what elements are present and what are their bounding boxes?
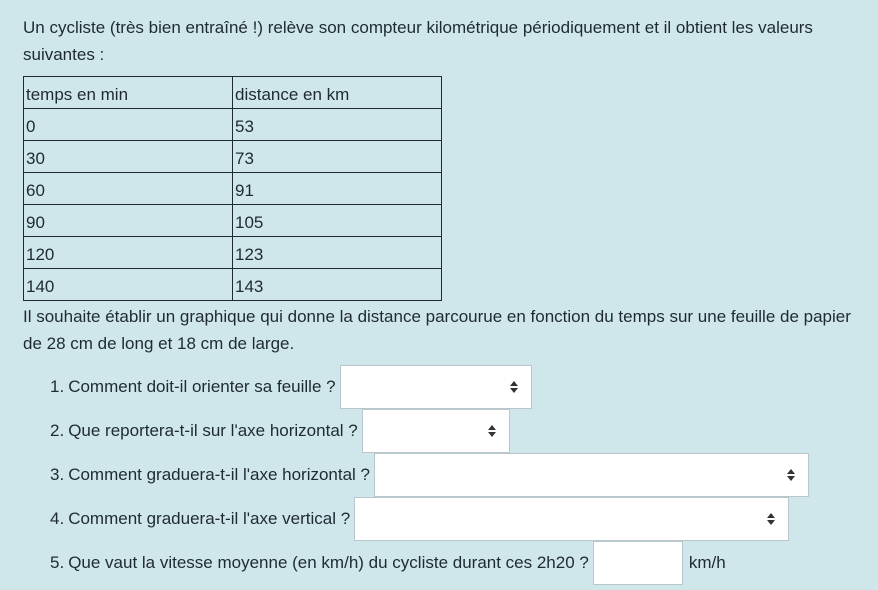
select-arrows-icon: [766, 512, 776, 526]
question-text: Que vaut la vitesse moyenne (en km/h) du cycliste durant ces 2h20 ?: [68, 553, 589, 572]
table-header-row: [24, 77, 442, 109]
instruction-paragraph: Il souhaite établir un graphique qui donne la distance parcourue en fonction du temps sur une feuille de papier de 28 cm de long et 18 cm de large.: [23, 307, 851, 353]
question-2: [50, 409, 855, 453]
question-number: 3.: [50, 465, 65, 484]
table-row: [24, 237, 442, 269]
cell-distance: 91: [233, 173, 442, 205]
cell-time: 60: [24, 173, 233, 205]
select-arrows-icon: [487, 424, 497, 438]
question-text: Comment graduera-t-il l'axe vertical ?: [68, 509, 351, 528]
header-time: temps en min: [24, 77, 233, 109]
table-row: [24, 269, 442, 301]
cell-time: 140: [24, 269, 233, 301]
cell-distance: 53: [233, 109, 442, 141]
orientation-select[interactable]: [340, 365, 532, 409]
cell-distance: 105: [233, 205, 442, 237]
horizontal-axis-quantity-select[interactable]: [362, 409, 510, 453]
question-text: Comment doit-il orienter sa feuille ?: [68, 377, 336, 396]
question-text: Que reportera-t-il sur l'axe horizontal ?: [68, 421, 358, 440]
horizontal-axis-scale-select[interactable]: [374, 453, 809, 497]
select-arrows-icon: [786, 468, 796, 482]
question-1: [50, 365, 855, 409]
question-list: [23, 365, 855, 585]
vertical-axis-scale-select[interactable]: [354, 497, 789, 541]
cell-distance: 143: [233, 269, 442, 301]
speed-unit: km/h: [688, 553, 726, 572]
cell-time: 120: [24, 237, 233, 269]
question-number: 5.: [50, 553, 65, 572]
cell-distance: 73: [233, 141, 442, 173]
question-number: 4.: [50, 509, 65, 528]
question-5: [50, 541, 855, 585]
table-row: [24, 173, 442, 205]
table-row: [24, 205, 442, 237]
header-distance: distance en km: [233, 77, 442, 109]
cell-time: 0: [24, 109, 233, 141]
question-number: 1.: [50, 377, 65, 396]
question-text: Comment graduera-t-il l'axe horizontal ?: [68, 465, 371, 484]
question-number: 2.: [50, 421, 65, 440]
question-4: [50, 497, 855, 541]
cell-distance: 123: [233, 237, 442, 269]
average-speed-input[interactable]: [593, 541, 683, 585]
data-table: [23, 76, 442, 301]
question-3: [50, 453, 855, 497]
table-row: [24, 109, 442, 141]
cell-time: 30: [24, 141, 233, 173]
table-row: [24, 141, 442, 173]
cell-time: 90: [24, 205, 233, 237]
select-arrows-icon: [509, 380, 519, 394]
intro-text: Un cycliste (très bien entraîné !) relève son compteur kilométrique périodiquement et il obtient les valeurs suivantes :: [23, 18, 813, 64]
